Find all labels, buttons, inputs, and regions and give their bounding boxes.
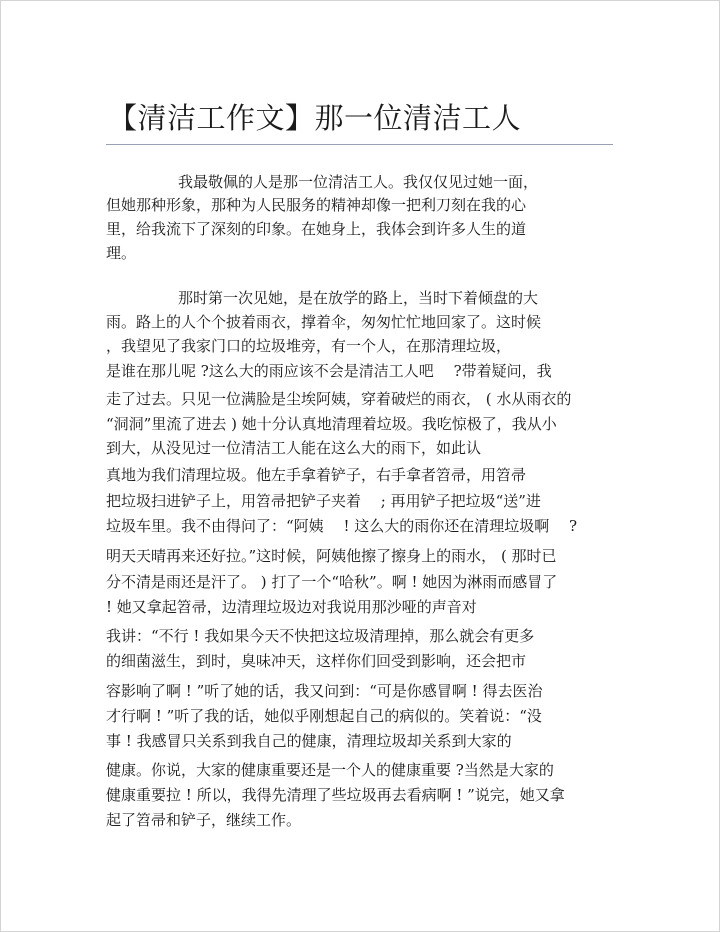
title-underline (106, 144, 613, 145)
text-line: 的细菌滋生，到时，臭味冲天，这样你们回受到影响，还会把市 (106, 652, 527, 670)
text-line: 健康。你说，大家的健康重要还是一个人的健康重要 ?当然是大家的 (106, 761, 554, 779)
text-line: 起了笤帚和铲子，继续工作。 (106, 811, 302, 829)
text-line: 雨。路上的人个个披着雨衣，撑着伞，匆匆忙忙地回家了。这时候 (106, 313, 542, 331)
text-line: 那时第一次见她，是在放学的路上，当时下着倾盘的大 (178, 289, 539, 307)
text-line: 健康重要拉 ! 所以，我得先清理了些垃圾再去看病啊 ! ”说完，她又拿 (106, 786, 565, 804)
text-line: 把垃圾扫进铲子上，用笤帚把铲子夹着 ; 再用铲子把垃圾“送”进 (106, 492, 541, 510)
text-line: 但她那种形象，那种为人民服务的精神却像一把利刀刻在我的心 (106, 196, 527, 214)
text-line: ，我望见了我家门口的垃圾堆旁，有一个人，在那清理垃圾， (106, 337, 512, 355)
text-line: “洞洞”里流了进去 ) 她十分认真地清理着垃圾。我吃惊极了，我从小 (106, 415, 557, 433)
document-title: 【清洁工作文】那一位清洁工人 (108, 101, 522, 135)
text-line: 明天天晴再来还好拉。”这时候，阿姨他擦了擦身上的雨水， ( 那时已 (106, 547, 557, 565)
text-line: 到大，从没见过一位清洁工人能在这么大的雨下，如此认 (106, 439, 482, 457)
text-line: 分不清是雨还是汗了。 ) 打了一个“哈秋”。啊 ! 她因为淋雨而感冒了 (106, 573, 558, 591)
text-line: 真地为我们清理垃圾。他左手拿着铲子，右手拿者笤帚，用笤帚 (106, 466, 527, 484)
text-line: 我最敬佩的人是那一位清洁工人。我仅仅见过她一面， (178, 173, 539, 191)
text-line: 是谁在那儿呢 ?这么大的雨应该不会是清洁工人吧 ?带着疑问，我 (106, 362, 552, 380)
text-line: 里，给我流下了深刻的印象。在她身上，我体会到许多人生的道 (106, 220, 527, 238)
text-line: 才行啊 ! ”听了我的话，她似乎刚想起自己的病似的。笑着说：“没 (106, 707, 542, 725)
text-line: 容影响了啊 ! ”听了她的话，我又问到：“可是你感冒啊 ! 得去医治 (106, 682, 543, 700)
text-line: 垃圾车里。我不由得问了：“阿姨 ! 这么大的雨你还在清理垃圾啊 ? (106, 517, 578, 535)
text-line: 我讲：“不行 ! 我如果今天不快把这垃圾清理掉，那么就会有更多 (106, 627, 535, 645)
text-line: 事 ! 我感冒只关系到我自己的健康，清理垃圾却关系到大家的 (106, 732, 512, 750)
text-line: 走了过去。只见一位满脸是尘埃阿姨，穿着破烂的雨衣， ( 水从雨衣的 (106, 390, 572, 408)
text-line: 理。 (106, 244, 137, 262)
text-line: ! 她又拿起笤帚，边清理垃圾边对我说用那沙哑的声音对 (106, 598, 477, 616)
